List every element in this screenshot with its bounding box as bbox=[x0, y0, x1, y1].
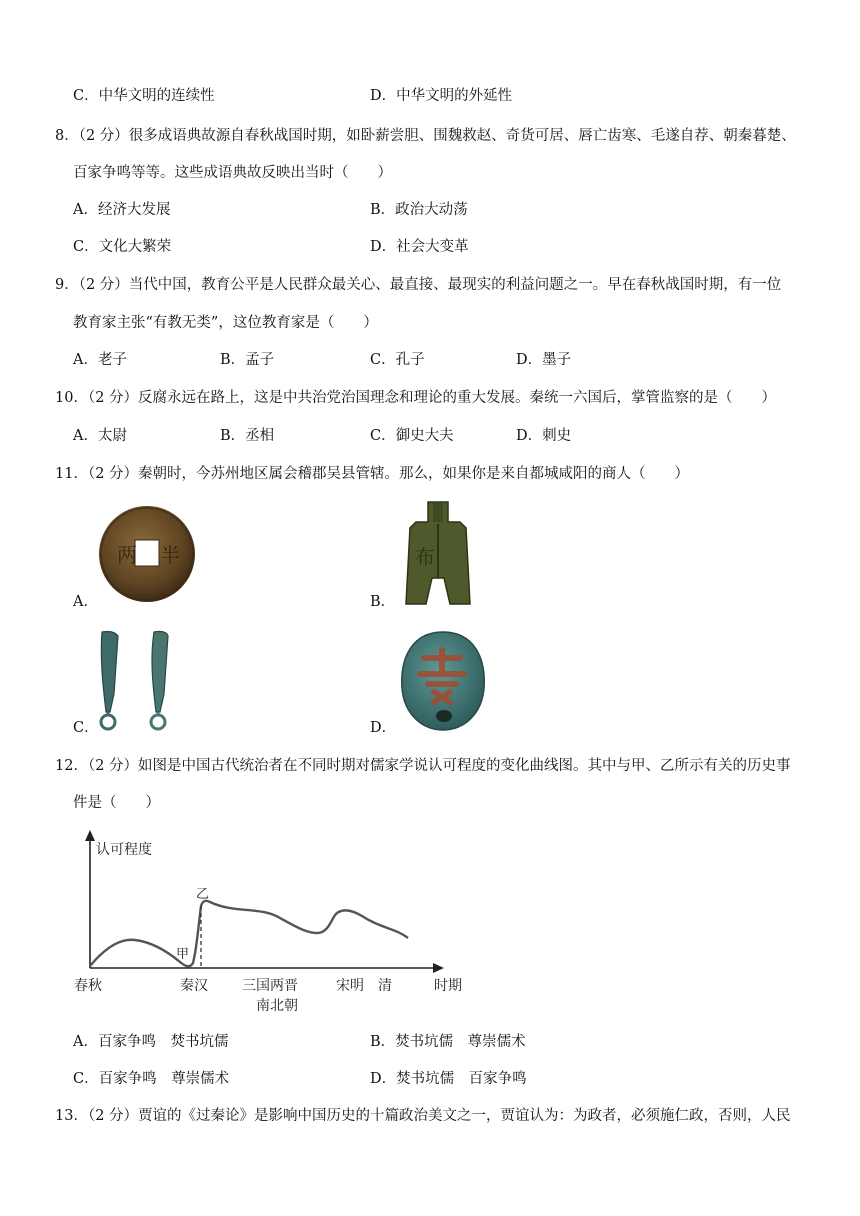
annotation-yi: 乙 bbox=[196, 887, 210, 902]
spade-money-image bbox=[398, 500, 478, 608]
q9-stem-line1: 9．（2 分）当代中国，教育公平是人民群众最关心、最直接、最现实的利益问题之一。早在春秋战国时期，有一位 bbox=[55, 277, 782, 293]
q11-option-a-label: A． bbox=[73, 594, 98, 610]
q8-option-a: A．经济大发展 bbox=[73, 202, 171, 218]
annotation-jia: 甲 bbox=[176, 947, 190, 962]
tick-label-songming: 宋明 bbox=[336, 978, 364, 994]
q13-stem-line1: 13．（2 分）贾谊的《过秦论》是影响中国历史的十篇政治美文之一，贾谊认为：为政者，必须施仁政，否则，人民 bbox=[55, 1108, 791, 1124]
y-axis-label: 认可程度 bbox=[96, 842, 152, 858]
q11-option-c-label: C． bbox=[73, 720, 99, 736]
tick-label-nanbeichao: 南北朝 bbox=[256, 998, 298, 1014]
q12-option-b: B．焚书坑儒 尊崇儒术 bbox=[370, 1034, 526, 1050]
q9-option-b: B．孟子 bbox=[220, 352, 275, 368]
q8-option-d: D．社会大变革 bbox=[370, 239, 469, 255]
x-axis-arrow bbox=[433, 963, 444, 973]
coin-a-glyph-left: 两 bbox=[117, 543, 137, 567]
ant-nose-money-image bbox=[396, 628, 490, 734]
q8-stem-line1: 8．（2 分）很多成语典故源自春秋战国时期，如卧薪尝胆、围魏救赵、奇货可居、唇亡齿寒、毛遂自荐、朝秦暮楚、 bbox=[55, 128, 796, 144]
q7-option-c: C．中华文明的连续性 bbox=[73, 88, 215, 104]
q11-option-b-label: B． bbox=[370, 594, 396, 610]
q10-stem-line1: 10．（2 分）反腐永远在路上，这是中共治党治国理念和理论的重大发展。秦统一六国后，掌管监察的是（ ） bbox=[55, 390, 777, 406]
q12-stem-line1: 12．（2 分）如图是中国古代统治者在不同时期对儒家学说认可程度的变化曲线图。其中与甲、乙所示有关的历史事 bbox=[55, 758, 791, 774]
q8-option-b: B．政治大动荡 bbox=[370, 202, 468, 218]
q9-option-a: A．老子 bbox=[73, 352, 127, 368]
q9-stem-line2: 教育家主张“有教无类”，这位教育家是（ ） bbox=[73, 315, 378, 331]
q9-option-d: D．墨子 bbox=[516, 352, 572, 368]
ban-liang-coin-image bbox=[96, 503, 198, 605]
q12-stem-line2: 件是（ ） bbox=[73, 795, 160, 811]
q11-stem-line1: 11．（2 分）秦朝时，今苏州地区属会稽郡吴县管辖。那么，如果你是来自都城咸阳的商人（ ） bbox=[55, 466, 690, 482]
q8-option-c: C．文化大繁荣 bbox=[73, 239, 172, 255]
q9-option-c: C．孔子 bbox=[370, 352, 425, 368]
confucianism-curve-chart bbox=[60, 828, 480, 1028]
q11-option-d-label: D． bbox=[370, 720, 397, 736]
coin-b-glyph: 布 bbox=[415, 545, 435, 569]
q10-option-c: C．御史大夫 bbox=[370, 428, 454, 444]
q10-option-b: B．丞相 bbox=[220, 428, 275, 444]
tick-label-chunqiu: 春秋 bbox=[74, 978, 102, 994]
q10-option-a: A．太尉 bbox=[73, 428, 127, 444]
recognition-curve bbox=[90, 901, 408, 966]
q12-option-c: C．百家争鸣 尊崇儒术 bbox=[73, 1071, 230, 1087]
coin-a-glyph-right: 半 bbox=[160, 543, 180, 567]
q12-option-a: A．百家争鸣 焚书坑儒 bbox=[73, 1034, 229, 1050]
knife-money-image bbox=[96, 628, 186, 733]
x-axis-label: 时期 bbox=[434, 978, 462, 994]
tick-label-sanguo: 三国两晋 bbox=[242, 978, 298, 994]
q7-option-d: D．中华文明的外延性 bbox=[370, 88, 513, 104]
q12-option-d: D．焚书坑儒 百家争鸣 bbox=[370, 1071, 527, 1087]
tick-label-qinhan: 秦汉 bbox=[180, 978, 208, 994]
y-axis-arrow bbox=[85, 830, 95, 841]
tick-label-qing: 清 bbox=[378, 978, 392, 994]
q10-option-d: D．刺史 bbox=[516, 428, 572, 444]
q8-stem-line2: 百家争鸣等等。这些成语典故反映出当时（ ） bbox=[73, 165, 392, 181]
